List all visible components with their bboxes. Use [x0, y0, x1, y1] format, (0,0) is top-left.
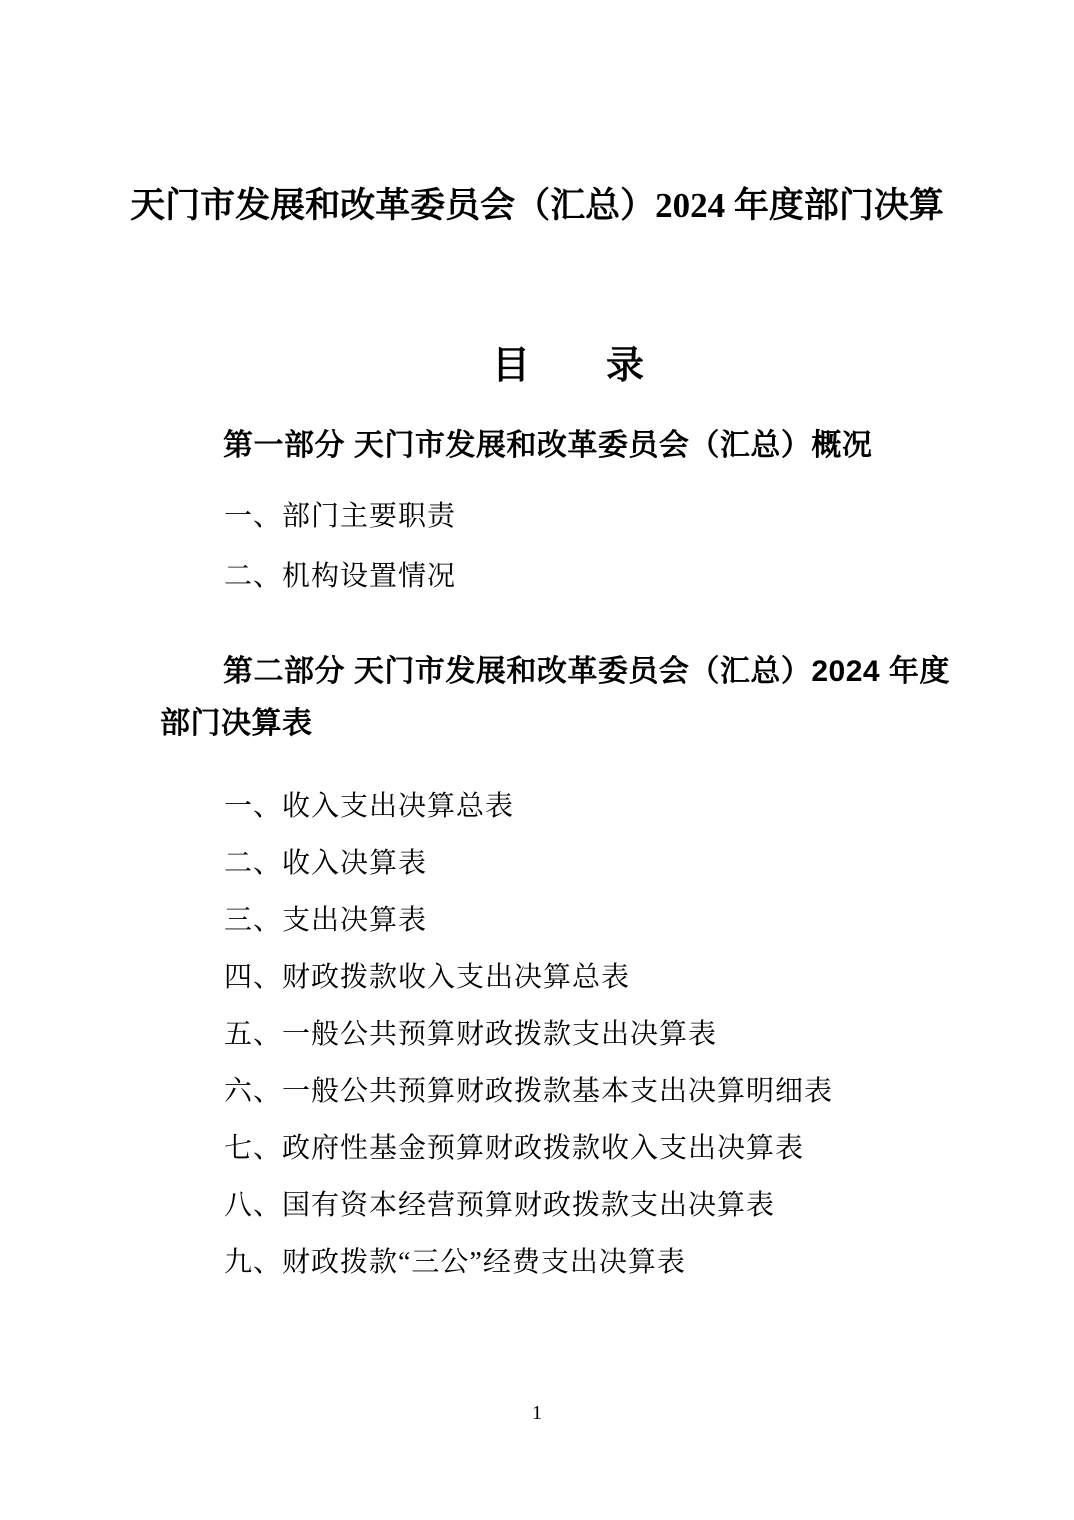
part1-heading: 第一部分 天门市发展和改革委员会（汇总）概况 [223, 429, 873, 462]
document-title: 天门市发展和改革委员会（汇总）2024 年度部门决算 [130, 186, 944, 225]
part2-item-general-public-budget-expenditure: 五、一般公共预算财政拨款支出决算表 [224, 1019, 718, 1050]
page-number: 1 [532, 1402, 542, 1424]
part2-item-three-public-expenses: 九、财政拨款“三公”经费支出决算表 [224, 1247, 686, 1278]
part2-item-government-fund-budget: 七、政府性基金预算财政拨款收入支出决算表 [224, 1133, 805, 1164]
part2-heading-line2: 部门决算表 [160, 707, 313, 740]
part2-item-income: 二、收入决算表 [224, 848, 428, 879]
part2-item-expenditure: 三、支出决算表 [224, 905, 428, 936]
part2-heading-line1: 第二部分 天门市发展和改革委员会（汇总）2024 年度 [223, 655, 950, 688]
part1-item-duties: 一、部门主要职责 [224, 501, 457, 532]
toc-heading: 目 录 [492, 345, 645, 387]
part2-item-fiscal-appropriation-summary: 四、财政拨款收入支出决算总表 [224, 962, 631, 993]
part2-item-general-public-budget-basic-expenditure-detail: 六、一般公共预算财政拨款基本支出决算明细表 [224, 1076, 834, 1107]
part2-item-state-capital-budget: 八、国有资本经营预算财政拨款支出决算表 [224, 1190, 776, 1221]
part1-item-organization: 二、机构设置情况 [224, 561, 457, 592]
part2-item-income-expenditure-summary: 一、收入支出决算总表 [224, 791, 515, 822]
